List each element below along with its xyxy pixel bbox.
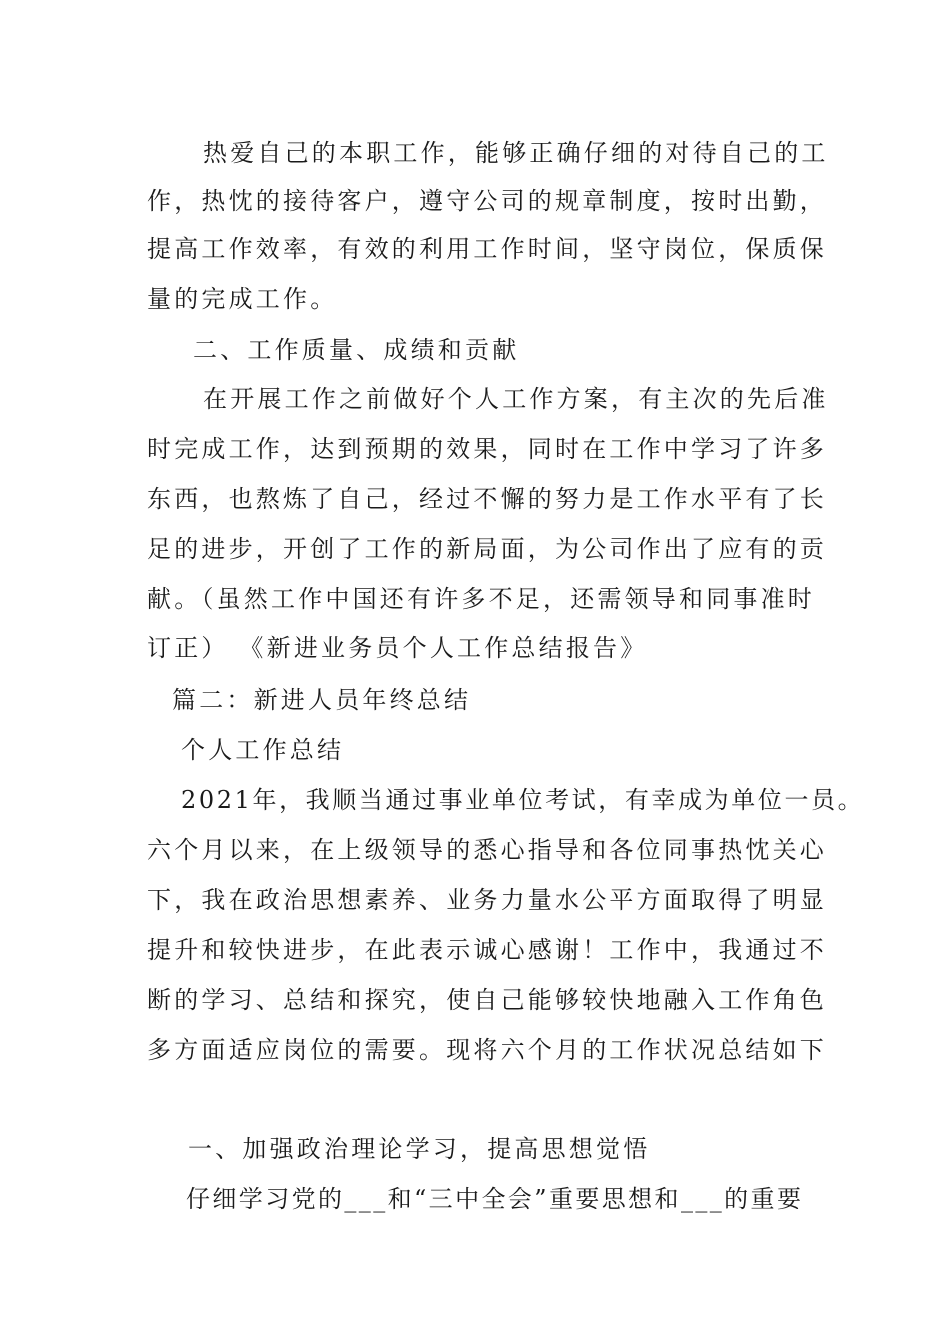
paragraph-line: 提高工作效率，有效的利用工作时间，坚守岗位，保质保 [147,235,827,263]
paragraph-line: 多方面适应岗位的需要。现将六个月的工作状况总结如下 [147,1036,827,1064]
paragraph-line: 献。（虽然工作中国还有许多不足，还需领导和同事准时 [147,585,815,613]
paragraph-line: 时完成工作，达到预期的效果，同时在工作中学习了许多 [147,435,827,463]
paragraph-line: 东西，也熬炼了自己，经过不懈的努力是工作水平有了长 [147,485,827,513]
chapter-heading: 篇二：新进人员年终总结 [172,686,472,714]
paragraph-line: 2021年，我顺当通过事业单位考试，有幸成为单位一员。 [181,786,865,814]
paragraph-line: 在开展工作之前做好个人工作方案，有主次的先后准 [203,385,829,413]
section-heading: 一、加强政治理论学习，提高思想觉悟 [188,1135,651,1163]
paragraph-line: 下，我在政治思想素养、业务力量水公平方面取得了明显 [147,886,827,914]
paragraph-line: 足的进步，开创了工作的新局面，为公司作出了应有的贡 [147,535,827,563]
paragraph-line: 提升和较快进步，在此表示诚心感谢！工作中，我通过不 [147,936,827,964]
sub-title: 个人工作总结 [181,736,345,764]
paragraph-line: 量的完成工作。 [147,285,338,313]
paragraph-line: 断的学习、总结和探究，使自己能够较快地融入工作角色 [147,986,827,1014]
paragraph-line: 订正） 《新进业务员个人工作总结报告》 [147,634,648,662]
section-heading: 二、工作质量、成绩和贡献 [193,336,520,364]
paragraph-line: 仔细学习党的___和“三中全会”重要思想和___的重要 [186,1185,804,1213]
paragraph-line: 六个月以来，在上级领导的悉心指导和各位同事热忱关心 [147,836,827,864]
paragraph-line: 作，热忱的接待客户，遵守公司的规章制度，按时出勤， [147,187,827,215]
paragraph-line: 热爱自己的本职工作，能够正确仔细的对待自己的工 [203,139,829,167]
